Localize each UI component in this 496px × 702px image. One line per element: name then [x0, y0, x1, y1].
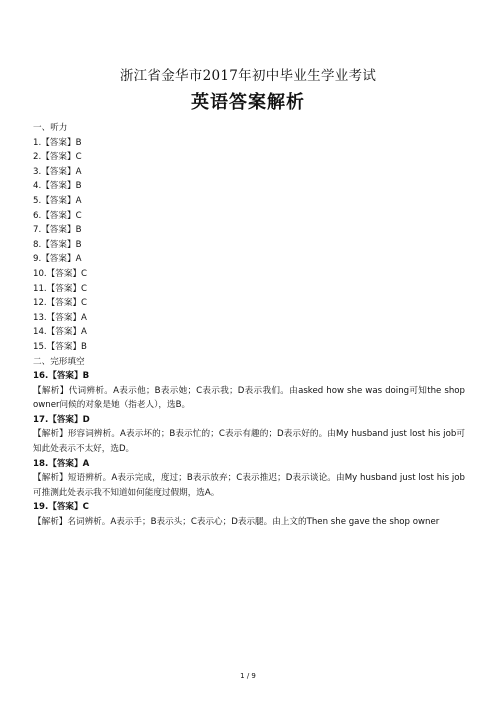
answer-item: 14.【答案】A: [33, 327, 87, 338]
answer-item: 3.【答案】A: [33, 166, 82, 177]
cloze-answer: 18.【答案】A: [33, 458, 90, 469]
document-title: 浙江省金华市2017年初中毕业生学业考试: [119, 68, 377, 84]
answer-item: 11.【答案】C: [33, 283, 88, 294]
cloze-analysis: 【解析】代词辨析。A表示他；B表示她；C表示我；D表示我们。由asked how she was doing可知the shop owner问候的对象是她（指老人），选B。: [33, 385, 465, 411]
cloze-item: [33, 413, 465, 457]
section-heading-listening: 一、听力: [33, 123, 68, 133]
cloze-item: [33, 369, 465, 413]
answer-item: 8.【答案】B: [33, 239, 82, 250]
answer-item: 7.【答案】B: [33, 225, 82, 236]
cloze-analysis: 【解析】形容词辨析。A表示坏的；B表示忙的；C表示有趣的；D表示好的。由My husband just lost his job可知此处表示不太好，选D。: [33, 429, 465, 455]
answer-item: 1.【答案】B: [33, 137, 82, 148]
answer-item: 9.【答案】A: [33, 254, 82, 265]
document-subtitle: 英语答案解析: [191, 92, 305, 113]
answer-item: 5.【答案】A: [33, 195, 82, 206]
cloze-answer: 17.【答案】D: [33, 414, 90, 425]
cloze-item: [33, 500, 465, 529]
answer-item: 12.【答案】C: [33, 298, 88, 309]
answer-item: 13.【答案】A: [33, 312, 87, 323]
section-heading-cloze: 二、完形填空: [33, 356, 85, 367]
document-body: [33, 121, 465, 530]
cloze-answer: 19.【答案】C: [33, 502, 89, 513]
answer-item: 15.【答案】B: [33, 341, 87, 352]
listening-answer-list: [33, 136, 465, 355]
answer-item: 10.【答案】C: [33, 268, 88, 279]
cloze-analysis: 【解析】名词辨析。A表示手；B表示头；C表示心；D表示腿。由上文的Then she gave the shop owner: [33, 517, 440, 528]
answer-item: 2.【答案】C: [33, 152, 82, 163]
answer-item: 4.【答案】B: [33, 181, 82, 192]
answer-item: 6.【答案】C: [33, 210, 82, 221]
page-number: 1 / 9: [240, 672, 256, 680]
cloze-analysis: 【解析】短语辨析。A表示完成，度过；B表示放弃；C表示推迟；D表示谈论。由My husband just lost his job可推测此处表示我不知道如何能度过假期，选A。: [33, 473, 465, 498]
cloze-item: [33, 457, 465, 501]
cloze-answer: 16.【答案】B: [33, 371, 90, 382]
